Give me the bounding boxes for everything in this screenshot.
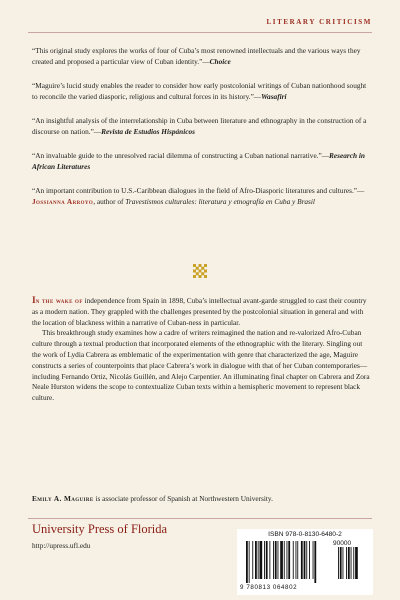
- blurb-revista: “An insightful analysis of the interrelationship in Cuba between literature and ethnography in the construction of a discourse on nation.”—Revista de Estudios Hispánicos: [32, 115, 367, 136]
- author-bio: Emily A. Maguire is associate professor of Spanish at Northwestern University.: [32, 494, 273, 503]
- top-rule: [28, 32, 372, 33]
- barcode-icon: [246, 541, 366, 583]
- publisher-name: University Press of Florida: [32, 522, 168, 536]
- blurb-source: Choice: [209, 56, 231, 66]
- ornament-icon: [193, 264, 207, 278]
- blurb-author: Jossianna Arroyo: [32, 196, 94, 206]
- drop-cap: I: [32, 296, 36, 306]
- blurb-wasafiri: “Maguire’s lucid study enables the reader to consider how early postcolonial writings of Cuban nationhood sought to reconcile the varied diasporic, religious and cultural forces in its history.”—Wasafiri: [32, 80, 367, 101]
- book-description: [32, 296, 372, 404]
- description-paragraph-2: This breakthrough study examines how a cadre of writers reimagined the nation and re-valorized Afro-Cuban culture through a textual production that incorporated elements of the ethnographic with the literary. Singling out the work of Lydia Cabrera as emblematic of the experimentation with genre that characterized the age, Maguire constructs a series of counterpoints that place Cabrera’s work in dialogue with that of her Cuban contemporaries—including Fernando Ortiz, Nicolás Guillén, and Alejo Carpentier. An illuminating final chapter on Cabrera and Zora Neale Hurston widens the scope to contextualize Cuban texts within a hemispheric movement to represent black culture.: [32, 328, 370, 403]
- blurb-source: Revista de Estudios Hispánicos: [101, 126, 195, 136]
- bottom-rule: [28, 518, 372, 519]
- blurb-book-title: Travestismos culturales: literatura y etnografía en Cuba y Brasil: [125, 196, 315, 206]
- isbn-label: ISBN 978-0-8130-6480-2: [268, 531, 342, 538]
- category-label: LITERARY CRITICISM: [266, 18, 372, 26]
- blurb-arroyo: “An important contribution to U.S.-Caribbean dialogues in the field of Afro-Diasporic literatures and cultures.”—Jossianna Arroyo, author of Travestismos culturales: literatura y etnografía en Cuba y Brasil: [32, 185, 365, 206]
- blurb-choice: “This original study explores the works of four of Cuba’s most renowned intellectuals and the various ways they created and proposed a particular view of Cuban identity.”—Choice: [32, 46, 361, 66]
- blurb-research: “An invaluable guide to the unresolved racial dilemma of constructing a Cuban national narrative.”—Research in African Literatures: [32, 150, 365, 171]
- publisher-url: http://upress.ufl.edu: [32, 541, 91, 550]
- blurb-source: Wasafiri: [261, 91, 287, 101]
- blurb-source: Research in African Literatures: [32, 150, 365, 171]
- barcode-digits: 9 780813 064802: [240, 584, 298, 591]
- author-name: Emily A. Maguire: [32, 494, 94, 503]
- description-paragraph-1: In the wake of independence from Spain in 1898, Cuba’s intellectual avant-garde struggled to cast their country as a modern nation. They grappled with the challenges presented by the postcolonial situation in general and with the location of blackness within a narrative of Cuban-ness in particular.: [32, 296, 367, 327]
- price-code: 90000: [333, 540, 352, 547]
- review-blurbs: [32, 46, 372, 221]
- lead-in: n the wake of: [35, 296, 83, 305]
